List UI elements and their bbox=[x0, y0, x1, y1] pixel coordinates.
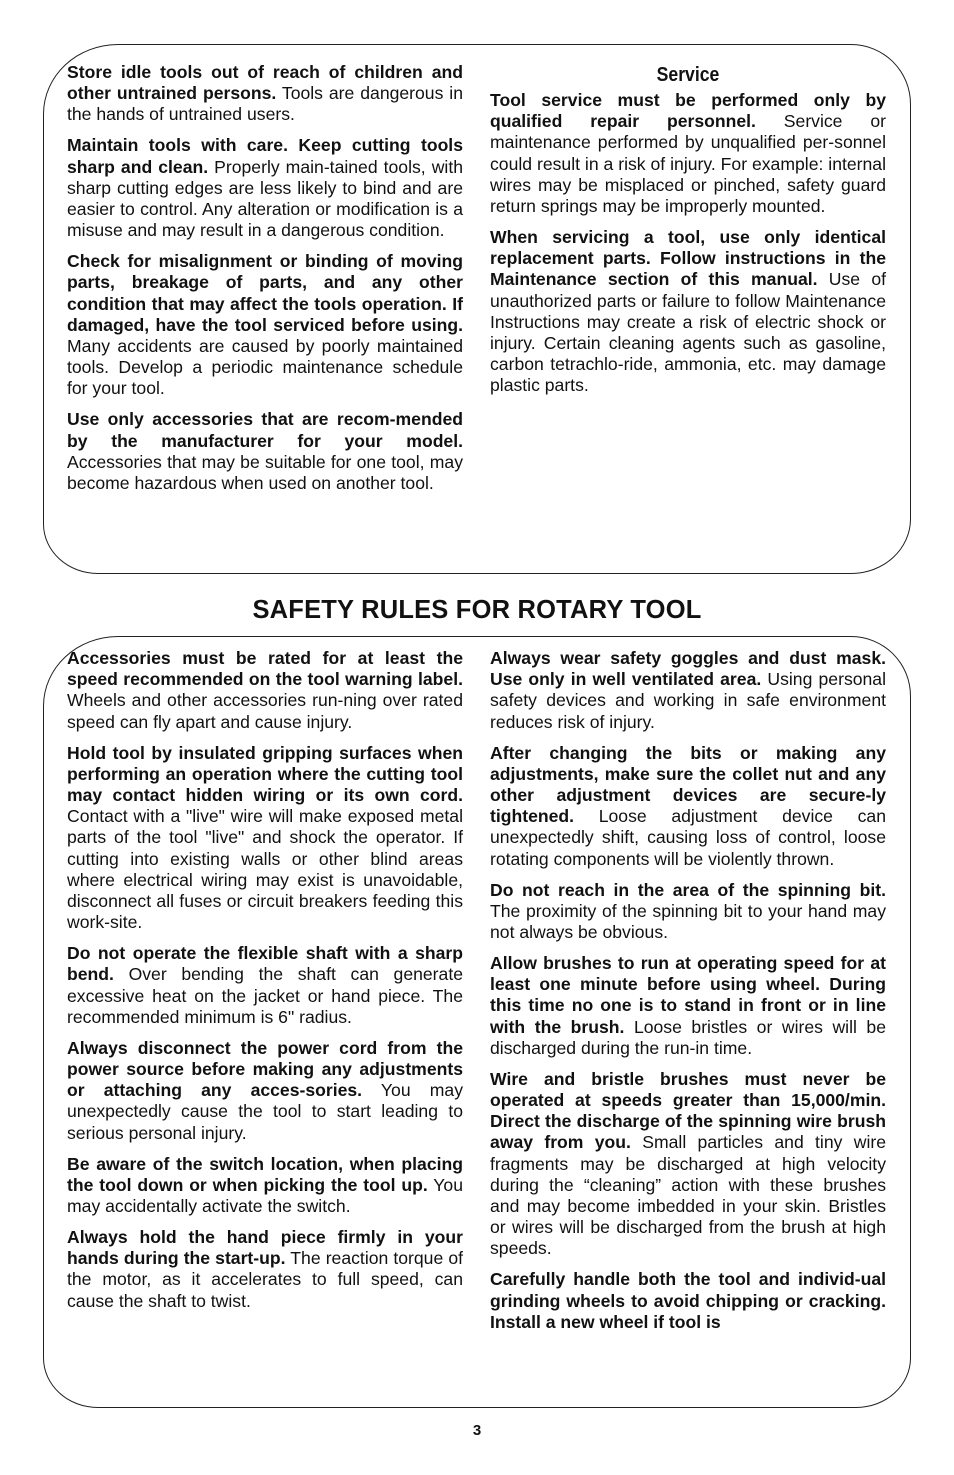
rule-paragraph: Wire and bristle brushes must never be operated at speeds greater than 15,000/min. Direct the discharge of the spinning wire brush away from you. Small particles and tiny wire fragments may be discharged at high velocity during the “cleaning” action with these brushes and may become imbedded in your skin. Bristles or wires will be discharged from the brush at high speeds. bbox=[490, 1068, 886, 1259]
section-title: SAFETY RULES FOR ROTARY TOOL bbox=[252, 596, 702, 624]
rule-paragraph: Always disconnect the power cord from the power source before making any adjustments or attaching any acces-sories. You may unexpectedly cause the tool to start leading to serious personal injury. bbox=[67, 1037, 463, 1143]
rule-paragraph: After changing the bits or making any adjustments, make sure the collet nut and any other adjustment devices are secure-ly tightened. Loose adjustment device can unexpectedly shift, causing loss of control, loose rotating components will be violently thrown. bbox=[490, 742, 886, 869]
service-heading: Service bbox=[656, 64, 720, 86]
rule-paragraph: Carefully handle both the tool and individ-ual grinding wheels to avoid chipping or cracking. Install a new wheel if tool is bbox=[490, 1269, 886, 1332]
rule-paragraph: Do not reach in the area of the spinning bit. The proximity of the spinning bit to your hand may not always be obvious. bbox=[490, 879, 886, 943]
panel2-left-column bbox=[67, 648, 463, 1322]
rule-paragraph: Always wear safety goggles and dust mask. Use only in well ventilated area. Using personal safety devices and working in safe environment reduces risk of injury. bbox=[490, 648, 887, 732]
panel1-right-column bbox=[490, 62, 886, 406]
rule-paragraph: Hold tool by insulated gripping surfaces when performing an operation where the cutting tool may contact hidden wiring or its own cord. Contact with a "live" wire will make exposed metal parts of the tool "live" and shock the operator. If cutting into existing walls or other blind areas where electrical wiring may exist is unavoidable, disconnect all fuses or circuit breakers feeding this work-site. bbox=[67, 742, 463, 933]
panel2-right-column bbox=[490, 648, 886, 1343]
rule-paragraph: When servicing a tool, use only identical replacement parts. Follow instructions in the Maintenance section of this manual. Use of unauthorized parts or failure to follow Maintenance Instructions may create a risk of electric shock or injury. Certain cleaning agents such as gasoline, carbon tetrachlo-ride, ammonia, etc. may damage plastic parts. bbox=[490, 227, 886, 396]
rule-paragraph: Store idle tools out of reach of children and other untrained persons. Tools are dangerous in the hands of untrained users. bbox=[67, 62, 464, 125]
rule-paragraph: Be aware of the switch location, when placing the tool down or when picking the tool up. You may accidentally activate the switch. bbox=[67, 1153, 463, 1217]
panel1-left-column bbox=[67, 62, 463, 504]
page-number: 3 bbox=[472, 1422, 482, 1439]
rule-paragraph: Accessories must be rated for at least the speed recommended on the tool warning label. Wheels and other accessories run-ning over rated speed can fly apart and cause injury. bbox=[67, 648, 463, 732]
rule-paragraph: Use only accessories that are recom-mended by the manufacturer for your model. Accessories that may be suitable for one tool, may become hazardous when used on another tool. bbox=[67, 409, 463, 494]
rule-paragraph: Always hold the hand piece firmly in your hands during the start-up. The reaction torque of the motor, as it accelerates to full speed, can cause the shaft to twist. bbox=[67, 1227, 464, 1311]
rule-paragraph: Do not operate the flexible shaft with a sharp bend. Over bending the shaft can generate excessive heat on the jacket or hand piece. The recommended minimum is 6" radius. bbox=[67, 943, 463, 1027]
rule-paragraph: Tool service must be performed only by qualified repair personnel. Service or maintenance performed by unqualified per-sonnel could result in a risk of injury. For example: internal wires may be misplaced or pinched, safety guard return springs may be improperly mounted. bbox=[490, 90, 886, 217]
rule-paragraph: Maintain tools with care. Keep cutting tools sharp and clean. Properly main-tained tools, with sharp cutting edges are less likely to bind and are easier to control. Any alteration or modification is a misuse and may result in a dangerous condition. bbox=[67, 135, 463, 241]
rule-paragraph: Allow brushes to run at operating speed for at least one minute before using wheel. During this time no one is to stand in front or in line with the brush. Loose bristles or wires will be discharged during the run-in time. bbox=[490, 953, 886, 1058]
rule-paragraph: Check for misalignment or binding of moving parts, breakage of parts, and any other condition that may affect the tools operation. If damaged, have the tool serviced before using. Many accidents are caused by poorly maintained tools. Develop a periodic maintenance schedule for your tool. bbox=[67, 251, 463, 399]
